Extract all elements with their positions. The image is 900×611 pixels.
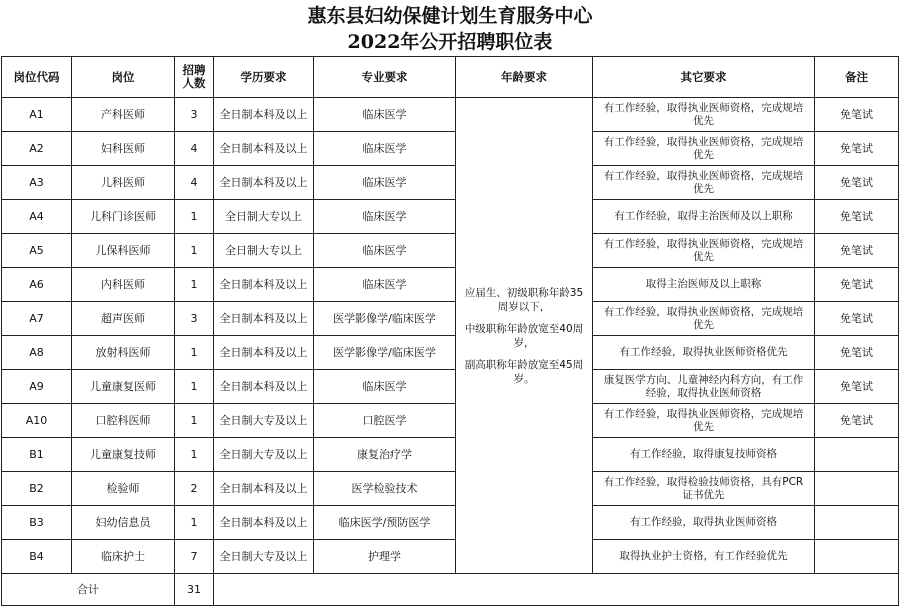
total-empty-cell xyxy=(214,574,899,606)
code-cell: B4 xyxy=(2,540,72,574)
major-cell: 医学影像学/临床医学 xyxy=(314,336,456,370)
header-position: 岗位 xyxy=(72,57,175,98)
position-cell: 口腔科医师 xyxy=(72,404,175,438)
other-requirement-cell: 有工作经验，取得执业医师资格，完成规培优先 xyxy=(593,132,815,166)
count-cell: 1 xyxy=(175,370,214,404)
table-row xyxy=(2,166,899,200)
note-cell: 免笔试 xyxy=(815,268,899,302)
count-cell: 1 xyxy=(175,438,214,472)
note-cell: 免笔试 xyxy=(815,370,899,404)
major-cell: 临床医学 xyxy=(314,268,456,302)
header-age: 年龄要求 xyxy=(456,57,593,98)
count-cell: 1 xyxy=(175,404,214,438)
age-requirement-line3: 副高职称年龄放宽至45周岁。 xyxy=(464,358,584,385)
major-cell: 医学影像学/临床医学 xyxy=(314,302,456,336)
education-cell: 全日制大专及以上 xyxy=(214,540,314,574)
code-cell: A7 xyxy=(2,302,72,336)
table-row xyxy=(2,200,899,234)
header-row xyxy=(2,57,899,98)
age-requirement-line2: 中级职称年龄放宽至40周岁， xyxy=(464,322,584,349)
major-cell: 临床医学 xyxy=(314,370,456,404)
education-cell: 全日制本科及以上 xyxy=(214,166,314,200)
code-cell: A4 xyxy=(2,200,72,234)
code-cell: B3 xyxy=(2,506,72,540)
position-cell: 放射科医师 xyxy=(72,336,175,370)
count-cell: 3 xyxy=(175,98,214,132)
count-cell: 1 xyxy=(175,268,214,302)
count-cell: 1 xyxy=(175,234,214,268)
positions-table xyxy=(1,56,899,606)
table-row xyxy=(2,268,899,302)
other-requirement-cell: 有工作经验，取得执业医师资格 xyxy=(593,506,815,540)
position-cell: 超声医师 xyxy=(72,302,175,336)
table-row xyxy=(2,234,899,268)
note-cell xyxy=(815,472,899,506)
document-title: 惠东县妇幼保健计划生育服务中心 xyxy=(307,5,593,27)
major-cell: 临床医学 xyxy=(314,200,456,234)
age-requirement-cell xyxy=(456,98,593,574)
education-cell: 全日制本科及以上 xyxy=(214,302,314,336)
education-cell: 全日制大专及以上 xyxy=(214,404,314,438)
code-cell: A1 xyxy=(2,98,72,132)
position-cell: 内科医师 xyxy=(72,268,175,302)
major-cell: 康复治疗学 xyxy=(314,438,456,472)
header-note: 备注 xyxy=(815,57,899,98)
major-cell: 临床医学 xyxy=(314,132,456,166)
note-cell: 免笔试 xyxy=(815,336,899,370)
other-requirement-cell: 有工作经验，取得执业医师资格，完成规培优先 xyxy=(593,404,815,438)
note-cell: 免笔试 xyxy=(815,404,899,438)
major-cell: 口腔医学 xyxy=(314,404,456,438)
major-cell: 临床医学 xyxy=(314,234,456,268)
position-cell: 临床护士 xyxy=(72,540,175,574)
header-count-line2: 人数 xyxy=(182,76,206,90)
education-cell: 全日制大专以上 xyxy=(214,234,314,268)
code-cell: A3 xyxy=(2,166,72,200)
note-cell: 免笔试 xyxy=(815,98,899,132)
education-cell: 全日制本科及以上 xyxy=(214,506,314,540)
education-cell: 全日制本科及以上 xyxy=(214,370,314,404)
major-cell: 临床医学 xyxy=(314,166,456,200)
total-label: 合计 xyxy=(2,574,175,606)
code-cell: A6 xyxy=(2,268,72,302)
count-cell: 1 xyxy=(175,336,214,370)
note-cell: 免笔试 xyxy=(815,132,899,166)
major-cell: 护理学 xyxy=(314,540,456,574)
other-requirement-cell: 有工作经验，取得检验技师资格，具有PCR证书优先 xyxy=(593,472,815,506)
code-cell: A8 xyxy=(2,336,72,370)
position-cell: 儿童康复技师 xyxy=(72,438,175,472)
note-cell xyxy=(815,506,899,540)
count-cell: 1 xyxy=(175,200,214,234)
major-cell: 医学检验技术 xyxy=(314,472,456,506)
code-cell: B1 xyxy=(2,438,72,472)
table-row xyxy=(2,438,899,472)
note-cell: 免笔试 xyxy=(815,166,899,200)
other-requirement-cell: 有工作经验，取得执业医师资格，完成规培优先 xyxy=(593,234,815,268)
other-requirement-cell: 有工作经验，取得主治医师及以上职称 xyxy=(593,200,815,234)
other-requirement-cell: 有工作经验，取得执业医师资格优先 xyxy=(593,336,815,370)
header-education: 学历要求 xyxy=(214,57,314,98)
position-cell: 儿保科医师 xyxy=(72,234,175,268)
total-count: 31 xyxy=(175,574,214,606)
table-row xyxy=(2,302,899,336)
other-requirement-cell: 有工作经验，取得执业医师资格，完成规培优先 xyxy=(593,302,815,336)
table-row xyxy=(2,540,899,574)
table-row xyxy=(2,336,899,370)
count-cell: 7 xyxy=(175,540,214,574)
position-cell: 儿童康复医师 xyxy=(72,370,175,404)
other-requirement-cell: 取得执业护士资格，有工作经验优先 xyxy=(593,540,815,574)
other-requirement-cell: 有工作经验，取得执业医师资格，完成规培优先 xyxy=(593,98,815,132)
major-cell: 临床医学 xyxy=(314,98,456,132)
note-cell xyxy=(815,540,899,574)
position-cell: 妇科医师 xyxy=(72,132,175,166)
code-cell: A9 xyxy=(2,370,72,404)
education-cell: 全日制本科及以上 xyxy=(214,268,314,302)
other-requirement-cell: 有工作经验，取得康复技师资格 xyxy=(593,438,815,472)
table-row xyxy=(2,472,899,506)
note-cell: 免笔试 xyxy=(815,200,899,234)
table-row xyxy=(2,370,899,404)
age-requirement-line1: 应届生、初级职称年龄35周岁以下， xyxy=(464,286,584,313)
position-cell: 检验师 xyxy=(72,472,175,506)
count-cell: 1 xyxy=(175,506,214,540)
education-cell: 全日制本科及以上 xyxy=(214,336,314,370)
position-cell: 妇幼信息员 xyxy=(72,506,175,540)
education-cell: 全日制本科及以上 xyxy=(214,98,314,132)
total-row xyxy=(2,574,899,606)
header-other: 其它要求 xyxy=(593,57,815,98)
header-major: 专业要求 xyxy=(314,57,456,98)
code-cell: B2 xyxy=(2,472,72,506)
other-requirement-cell: 康复医学方向、儿童神经内科方向，有工作经验，取得执业医师资格 xyxy=(593,370,815,404)
code-cell: A2 xyxy=(2,132,72,166)
count-cell: 3 xyxy=(175,302,214,336)
note-cell xyxy=(815,438,899,472)
position-cell: 儿科医师 xyxy=(72,166,175,200)
count-cell: 4 xyxy=(175,166,214,200)
table-row xyxy=(2,132,899,166)
other-requirement-cell: 取得主治医师及以上职称 xyxy=(593,268,815,302)
header-count xyxy=(175,57,214,98)
major-cell: 临床医学/预防医学 xyxy=(314,506,456,540)
code-cell: A5 xyxy=(2,234,72,268)
count-cell: 4 xyxy=(175,132,214,166)
position-cell: 儿科门诊医师 xyxy=(72,200,175,234)
education-cell: 全日制大专以上 xyxy=(214,200,314,234)
table-row xyxy=(2,506,899,540)
education-cell: 全日制本科及以上 xyxy=(214,132,314,166)
education-cell: 全日制本科及以上 xyxy=(214,472,314,506)
document-subtitle: 2022年公开招聘职位表 xyxy=(347,31,553,53)
position-cell: 产科医师 xyxy=(72,98,175,132)
other-requirement-cell: 有工作经验，取得执业医师资格，完成规培优先 xyxy=(593,166,815,200)
note-cell: 免笔试 xyxy=(815,302,899,336)
education-cell: 全日制大专及以上 xyxy=(214,438,314,472)
note-cell: 免笔试 xyxy=(815,234,899,268)
header-count-line1: 招聘 xyxy=(182,63,206,77)
table-row xyxy=(2,404,899,438)
header-code: 岗位代码 xyxy=(2,57,72,98)
code-cell: A10 xyxy=(2,404,72,438)
count-cell: 2 xyxy=(175,472,214,506)
table-row xyxy=(2,98,899,132)
